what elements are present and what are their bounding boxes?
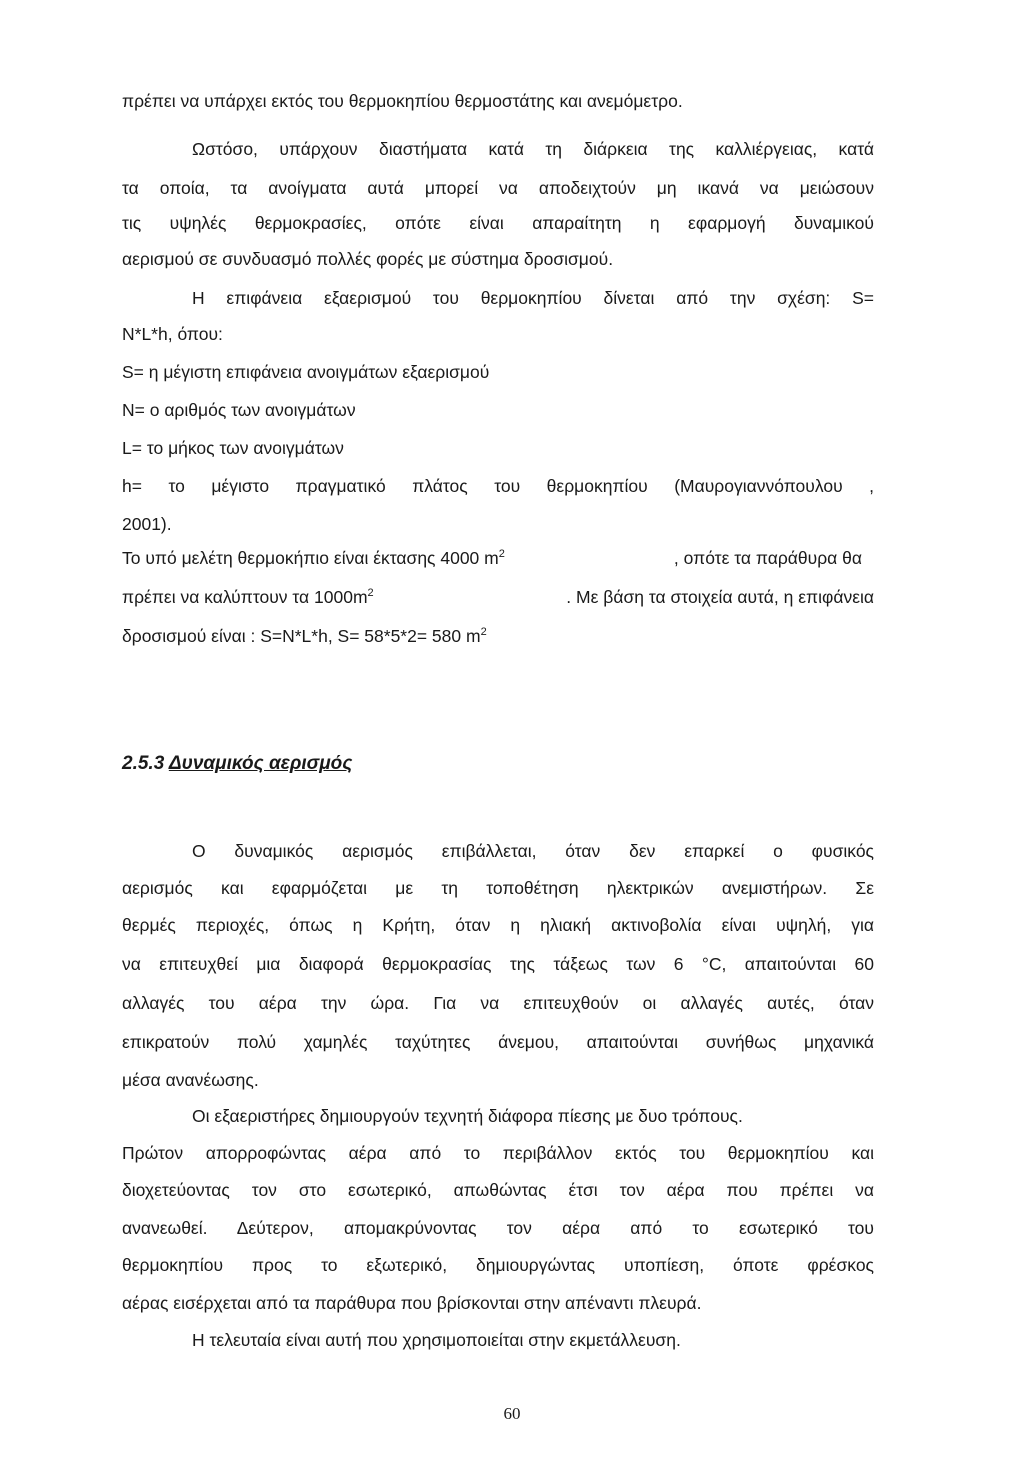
text-line: να επιτευχθεί μια διαφορά θερμοκρασίας της τάξεως των 6 °C, απαιτούνται 60 — [122, 954, 874, 974]
text-line: ανανεωθεί. Δεύτερον, απομακρύνοντας τον αέρα από το εσωτερικό του — [122, 1218, 874, 1238]
text-line: θερμές περιοχές, όπως η Κρήτη, όταν η ηλιακή ακτινοβολία είναι υψηλή, για — [122, 915, 874, 935]
text-span: , οπότε τα παράθυρα θα — [673, 548, 862, 568]
text-line: Πρώτον απορροφώντας αέρα από το περιβάλλον εκτός του θερμοκηπίου και — [122, 1143, 874, 1163]
text-span: Το υπό μελέτη θερμοκήπιο είναι έκτασης 4000 $m^2$ — [122, 548, 505, 568]
text-line: θερμοκηπίου προς το εξωτερικό, δημιουργώντας υποπίεση, όποτε φρέσκος — [122, 1255, 874, 1275]
text-line: Η τελευταία είναι αυτή που χρησιμοποιείται στην εκμετάλλευση. — [192, 1330, 681, 1350]
text-line — [122, 548, 862, 568]
text-line: αερισμός και εφαρμόζεται με τη τοποθέτηση ηλεκτρικών ανεμιστήρων. Σε — [122, 878, 874, 898]
text-line: L= το μήκος των ανοιγμάτων — [122, 438, 344, 458]
text-line: αέρας εισέρχεται από τα παράθυρα που βρίσκονται στην απέναντι πλευρά. — [122, 1293, 702, 1313]
text-span: . Με βάση τα στοιχεία αυτά, η επιφάνεια — [566, 587, 874, 607]
section-number: 2.5.3 — [122, 753, 165, 774]
text-line: διοχετεύοντας τον στο εσωτερικό, απωθώντας έτσι τον αέρα που πρέπει να — [122, 1180, 874, 1200]
text-line: τις υψηλές θερμοκρασίες, οπότε είναι απαραίτητη η εφαρμογή δυναμικού — [122, 213, 874, 233]
page-number: 60 — [503, 1404, 521, 1423]
text-line: Ωστόσο, υπάρχουν διαστήματα κατά τη διάρκεια της καλλιέργειας, κατά — [192, 139, 874, 159]
section-title: Δυναμικός αερισμός — [168, 753, 353, 774]
text-line: S= η μέγιστη επιφάνεια ανοιγμάτων εξαερισμού — [122, 362, 490, 382]
text-line: τα οποία, τα ανοίγματα αυτά μπορεί να αποδειχτούν μη ικανά να μειώσουν — [122, 178, 874, 198]
text-line: Οι εξαεριστήρες δημιουργούν τεχνητή διάφορα πίεσης με δυο τρόπους. — [192, 1106, 743, 1126]
text-line: N*L*h, όπου: — [122, 324, 223, 344]
text-span: πρέπει να καλύπτουν τα $1000m^2$ — [122, 587, 374, 607]
text-line: h= το μέγιστο πραγματικό πλάτος του θερμοκηπίου (Μαυρογιαννόπουλου , — [122, 476, 874, 496]
section-heading — [122, 753, 352, 775]
text-line: 2001). — [122, 514, 172, 534]
text-line: επικρατούν πολύ χαμηλές ταχύτητες άνεμου, απαιτούνται συνήθως μηχανικά — [122, 1032, 874, 1052]
text-line: Ο δυναμικός αερισμός επιβάλλεται, όταν δεν επαρκεί ο φυσικός — [192, 841, 874, 861]
text-line: μέσα ανανέωσης. — [122, 1070, 259, 1090]
text-line: αερισμού σε συνδυασμό πολλές φορές με σύστημα δροσισμού. — [122, 249, 614, 269]
text-line: N= ο αριθμός των ανοιγμάτων — [122, 400, 356, 420]
text-line — [122, 587, 874, 607]
text-line: Η επιφάνεια εξαερισμού του θερμοκηπίου δίνεται από την σχέση: S= — [192, 288, 874, 308]
text-line: αλλαγές του αέρα την ώρα. Για να επιτευχθούν οι αλλαγές αυτές, όταν — [122, 993, 874, 1013]
text-line: δροσισμού είναι : S=N*L*h, S= 58*5*2= 580 $m^2$ — [122, 626, 487, 646]
text-line: πρέπει να υπάρχει εκτός του θερμοκηπίου θερμοστάτης και ανεμόμετρο. — [122, 91, 683, 111]
